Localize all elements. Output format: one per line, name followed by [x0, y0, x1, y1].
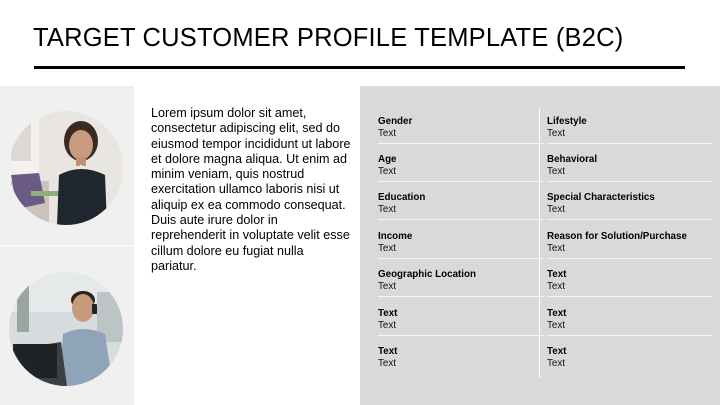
man-on-phone-photo [9, 272, 123, 386]
profile-cell-geographic-location: Geographic Location Text [378, 259, 544, 297]
profile-cell-reason-for-purchase: Reason for Solution/Purchase Text [547, 221, 713, 259]
profile-cell-gender: Gender Text [378, 106, 544, 144]
profile-cell-education: Education Text [378, 182, 544, 220]
description-paragraph: Lorem ipsum dolor sit amet, consectetur adipiscing elit, sed do eiusmod tempor incididunt ut labore et dolore magna aliqua. Ut enim ad minim veniam, quis nostrud exercitation ullamco laboris nisi ut aliquip ex ea commodo consequat. Duis aute irure dolor in reprehenderit in voluptate velit esse cillum dolore eu fugiat nulla pariatur. [151, 106, 351, 273]
profile-cell-right-5: Text Text [547, 259, 713, 297]
woman-at-laptop-photo [9, 111, 123, 225]
profile-cell-right-7: Text Text [547, 346, 567, 369]
profile-cell-left-6: Text Text [378, 298, 544, 336]
profile-cell-income: Income Text [378, 221, 544, 259]
profile-table [360, 86, 720, 405]
profile-cell-lifestyle: Lifestyle Text [547, 106, 713, 144]
slide-title: TARGET CUSTOMER PROFILE TEMPLATE (B2C) [33, 24, 624, 52]
profile-cell-age: Age Text [378, 144, 544, 182]
profile-cell-right-6: Text Text [547, 298, 713, 336]
photo-divider [0, 245, 134, 246]
profile-cell-behavioral: Behavioral Text [547, 144, 713, 182]
profile-cell-left-7: Text Text [378, 346, 398, 369]
profile-cell-special-characteristics: Special Characteristics Text [547, 182, 713, 220]
title-underline [34, 66, 685, 69]
